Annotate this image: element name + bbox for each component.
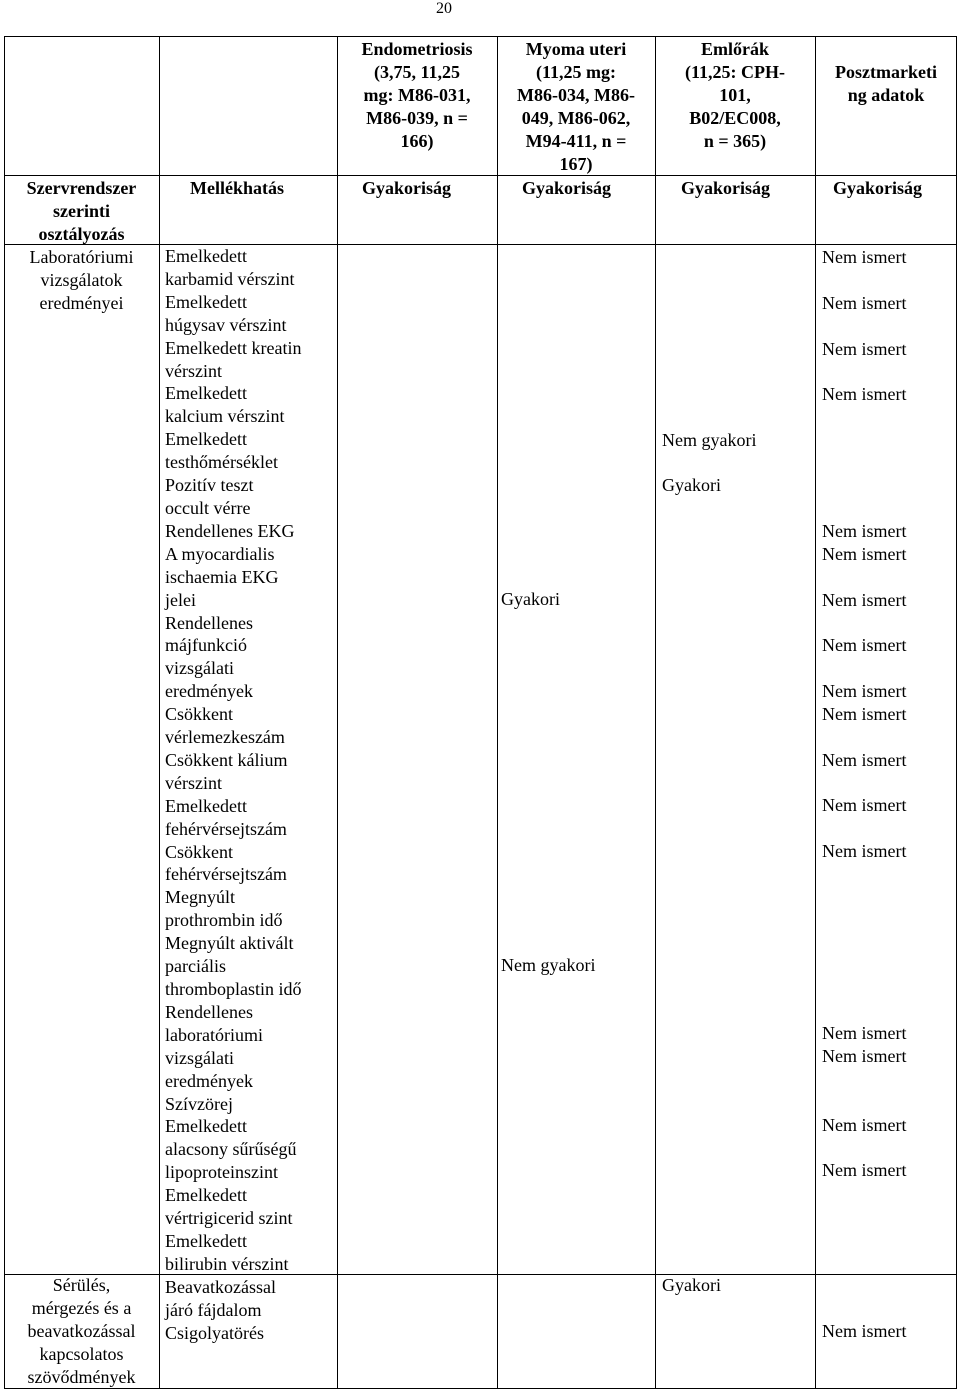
column-divider bbox=[497, 36, 498, 1389]
organ-class-line: szövődmények bbox=[27, 1366, 136, 1387]
postmarketing-frequency: Nem ismert bbox=[822, 247, 907, 267]
header-line: Posztmarketi bbox=[835, 62, 937, 82]
organ-class-line: Sérülés, bbox=[52, 1275, 111, 1295]
row-divider bbox=[4, 175, 957, 176]
postmarketing-frequency: Nem ismert bbox=[822, 1023, 907, 1043]
effect-line: vérszint bbox=[165, 772, 222, 793]
page-number: 20 bbox=[436, 0, 452, 17]
header-endometriosis bbox=[338, 38, 496, 153]
breast-cancer-frequency-common: Gyakori bbox=[662, 475, 721, 495]
header-line: Szervrendszer bbox=[26, 178, 137, 198]
postmarketing-frequency: Nem ismert bbox=[822, 544, 907, 564]
postmarketing-frequency: Nem ismert bbox=[822, 841, 907, 861]
postmarketing-frequency: Nem ismert bbox=[822, 590, 907, 610]
header-myoma-uteri bbox=[498, 38, 654, 176]
effect-line: Emelkedett bbox=[165, 383, 247, 404]
header-line: Myoma uteri bbox=[525, 39, 627, 59]
effect-line: vizsgálati bbox=[165, 1047, 234, 1068]
effect-line: Csökkent bbox=[165, 841, 234, 862]
header-line: 049, M86-062, bbox=[521, 108, 631, 128]
header-line: mg: M86-031, bbox=[363, 85, 471, 105]
effect-line: testhőmérséklet bbox=[165, 452, 278, 473]
breast-cancer-frequency-uncommon: Nem gyakori bbox=[662, 430, 757, 450]
effect-line: vértrigicerid szint bbox=[165, 1208, 293, 1229]
column-divider bbox=[815, 36, 816, 1389]
postmarketing-frequency: Nem ismert bbox=[822, 1160, 907, 1180]
frequency-header-col3: Gyakoriság bbox=[522, 178, 612, 198]
effect-line: Beavatkozással bbox=[165, 1276, 276, 1297]
header-line: Emlőrák bbox=[700, 39, 769, 59]
organ-class-line: eredményei bbox=[39, 292, 124, 313]
header-emlorak bbox=[656, 38, 814, 153]
header-line: M94-411, n = bbox=[525, 131, 627, 151]
effect-line: Emelkedett kreatin bbox=[165, 337, 302, 358]
postmarketing-frequency: Nem ismert bbox=[822, 704, 907, 724]
header-line: Endometriosis bbox=[361, 39, 473, 59]
effect-line: fehérvérsejtszám bbox=[165, 818, 287, 839]
effect-line: Csökkent bbox=[165, 704, 234, 725]
postmarketing-frequency: Nem ismert bbox=[822, 1321, 907, 1341]
effect-line: vizsgálati bbox=[165, 658, 234, 679]
postmarketing-frequency: Nem ismert bbox=[822, 339, 907, 359]
postmarketing-frequency: Nem ismert bbox=[822, 681, 907, 701]
effect-line: bilirubin vérszint bbox=[165, 1253, 289, 1274]
effect-line: Csigolyatörés bbox=[165, 1322, 264, 1343]
organ-class-line: vizsgálatok bbox=[40, 269, 123, 290]
organ-class-line: beavatkozással bbox=[27, 1320, 136, 1341]
effect-line: járó fájdalom bbox=[165, 1299, 262, 1320]
column-divider bbox=[337, 36, 338, 1389]
organ-class-laboratory bbox=[4, 246, 159, 315]
breast-cancer-frequency-common-injury: Gyakori bbox=[662, 1275, 721, 1295]
organ-class-line: mérgezés és a bbox=[31, 1297, 132, 1318]
organ-class-line: kapcsolatos bbox=[39, 1343, 124, 1364]
effect-line: occult vérre bbox=[165, 497, 251, 518]
postmarketing-frequency: Nem ismert bbox=[822, 635, 907, 655]
header-line: (3,75, 11,25 bbox=[373, 62, 460, 82]
organ-class-line: Laboratóriumi bbox=[29, 247, 134, 267]
effect-line: Megnyúlt bbox=[165, 887, 235, 908]
effect-line: vérszint bbox=[165, 360, 222, 381]
effect-line: Emelkedett bbox=[165, 291, 247, 312]
effect-line: jelei bbox=[165, 589, 196, 610]
effect-line: Rendellenes bbox=[165, 1001, 253, 1022]
effect-line: eredmények bbox=[165, 681, 253, 702]
effect-line: Rendellenes bbox=[165, 612, 253, 633]
effect-line: Pozitív teszt bbox=[165, 475, 254, 496]
effect-line: Emelkedett bbox=[165, 1185, 247, 1206]
effect-line: Emelkedett bbox=[165, 1116, 247, 1137]
effect-line: Szívzörej bbox=[165, 1093, 233, 1114]
effect-line: fehérvérsejtszám bbox=[165, 864, 287, 885]
myoma-frequency-common: Gyakori bbox=[501, 589, 560, 609]
effect-line: ischaemia EKG bbox=[165, 566, 279, 587]
header-line: osztályozás bbox=[38, 224, 125, 244]
header-line: (11,25 mg: bbox=[536, 62, 616, 82]
frequency-header-col5: Gyakoriság bbox=[833, 178, 923, 198]
postmarketing-frequency: Nem ismert bbox=[822, 1115, 907, 1135]
effect-line: Rendellenes EKG bbox=[165, 520, 295, 541]
effect-line: Emelkedett bbox=[165, 246, 247, 266]
header-line: B02/EC008, bbox=[689, 108, 781, 128]
effect-line: eredmények bbox=[165, 1070, 253, 1091]
myoma-frequency-uncommon: Nem gyakori bbox=[501, 955, 596, 975]
side-effect-header: Mellékhatás bbox=[190, 178, 284, 198]
effect-line: karbamid vérszint bbox=[165, 268, 295, 289]
effect-line: Megnyúlt aktivált bbox=[165, 933, 294, 954]
effect-line: alacsony sűrűségű bbox=[165, 1139, 297, 1160]
header-line: M86-034, M86- bbox=[517, 85, 635, 105]
postmarketing-frequency: Nem ismert bbox=[822, 795, 907, 815]
header-line: szerinti bbox=[53, 201, 110, 221]
header-line: 166) bbox=[400, 131, 434, 151]
side-effects-list bbox=[165, 245, 335, 1345]
postmarketing-frequency: Nem ismert bbox=[822, 750, 907, 770]
effect-line: húgysav vérszint bbox=[165, 314, 287, 335]
header-line: (11,25: CPH- bbox=[685, 62, 785, 82]
effect-line: prothrombin idő bbox=[165, 910, 283, 931]
organ-class-header bbox=[4, 177, 159, 246]
frequency-header-col2: Gyakoriság bbox=[362, 178, 452, 198]
effect-line: A myocardialis bbox=[165, 543, 275, 564]
header-line: ng adatok bbox=[847, 85, 925, 105]
header-line: M86-039, n = bbox=[366, 108, 468, 128]
postmarketing-frequency: Nem ismert bbox=[822, 1046, 907, 1066]
postmarketing-frequency: Nem ismert bbox=[822, 293, 907, 313]
effect-line: laboratóriumi bbox=[165, 1024, 263, 1045]
effect-line: parciális bbox=[165, 956, 226, 977]
effect-line: májfunkció bbox=[165, 635, 247, 656]
effect-line: Emelkedett bbox=[165, 1230, 247, 1251]
postmarketing-frequency: Nem ismert bbox=[822, 384, 907, 404]
effect-line: Emelkedett bbox=[165, 795, 247, 816]
header-line: n = 365) bbox=[703, 131, 767, 151]
postmarketing-frequency: Nem ismert bbox=[822, 521, 907, 541]
frequency-header-col4: Gyakoriság bbox=[681, 178, 771, 198]
effect-line: lipoproteinszint bbox=[165, 1162, 278, 1183]
header-line: 101, bbox=[719, 85, 751, 105]
effect-line: thromboplastin idő bbox=[165, 979, 302, 999]
column-divider bbox=[655, 36, 656, 1389]
effect-line: Csökkent kálium bbox=[165, 749, 288, 770]
effect-line: vérlemezkeszám bbox=[165, 727, 285, 748]
organ-class-injury bbox=[4, 1274, 159, 1389]
header-postmarketing bbox=[816, 61, 956, 107]
header-line: 167) bbox=[559, 154, 593, 174]
effect-line: kalcium vérszint bbox=[165, 406, 285, 427]
effect-line: Emelkedett bbox=[165, 429, 247, 450]
column-divider bbox=[159, 36, 160, 1389]
